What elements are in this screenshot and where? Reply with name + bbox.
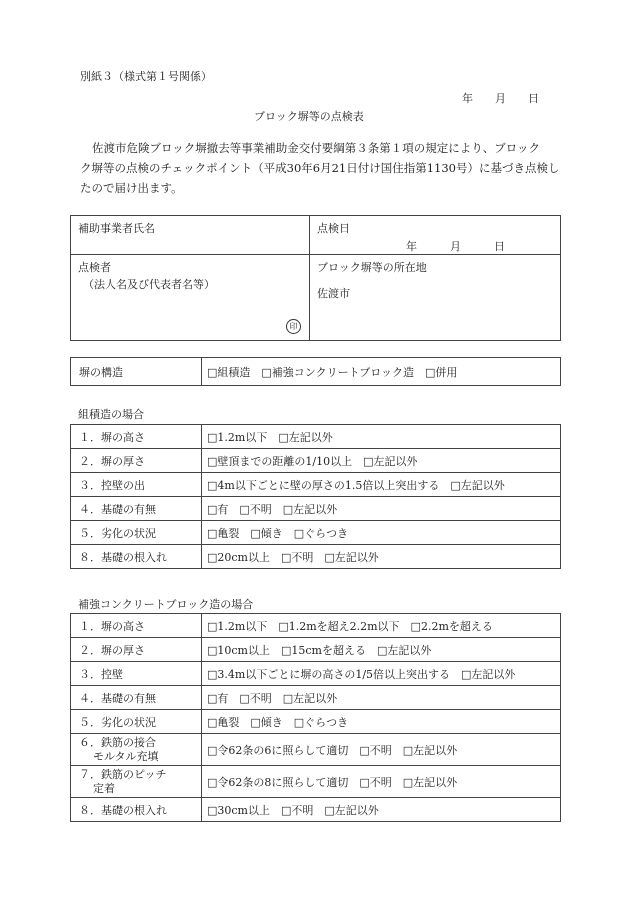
check-options[interactable]: □10cm以上 □15cmを超える □左記以外: [202, 638, 561, 662]
page-title: ブロック塀等の点検表: [254, 110, 364, 123]
item-label: ４．基礎の有無: [71, 686, 202, 710]
check-options[interactable]: □4m以下ごとに壁の厚さの1.5倍以上突出する □左記以外: [202, 473, 561, 497]
check-options[interactable]: □20cm以上 □不明 □左記以外: [202, 545, 561, 569]
item-label: １．塀の高さ: [71, 425, 202, 449]
seal-mark: 印: [286, 319, 301, 334]
table-row: [71, 521, 561, 545]
location-cell[interactable]: [310, 255, 561, 341]
check-options[interactable]: □有 □不明 □左記以外: [202, 686, 561, 710]
table-row: [71, 449, 561, 473]
inspection-date-cell[interactable]: [310, 216, 561, 255]
attachment-label: 別紙３（様式第１号関係）: [80, 70, 212, 83]
item-label: ４．基礎の有無: [71, 497, 202, 521]
table-row: [71, 638, 561, 662]
structure-options[interactable]: □組積造 □補強コンクリートブロック造 □併用: [202, 358, 561, 386]
inspection-date-label: 点検日: [317, 222, 350, 235]
table-row: [71, 545, 561, 569]
intro-line-2: ク塀等の点検のチェックポイント（平成30年6月21日付け国住指第1130号）に基づき点検し: [80, 161, 560, 175]
inspector-cell[interactable]: [71, 255, 310, 341]
concrete-heading: 補強コンクリートブロック造の場合: [78, 598, 254, 611]
item-label: １．塀の高さ: [71, 614, 202, 638]
inspection-date-value: 年 月 日: [406, 240, 505, 253]
check-options[interactable]: □1.2m以下 □1.2mを超え2.2m以下 □2.2mを超える: [202, 614, 561, 638]
table-row: [71, 425, 561, 449]
inspector-label: 点検者: [78, 261, 111, 274]
applicant-info-table: [70, 215, 561, 341]
check-options[interactable]: □3.4m以下ごとに塀の高さの1/5倍以上突出する □左記以外: [202, 662, 561, 686]
applicant-name-cell[interactable]: [71, 216, 310, 255]
item-label: ５．劣化の状況: [71, 710, 202, 734]
check-options[interactable]: □有 □不明 □左記以外: [202, 497, 561, 521]
masonry-heading: 組積造の場合: [78, 408, 144, 421]
check-options[interactable]: □亀裂 □傾き □ぐらつき: [202, 710, 561, 734]
item-label-line-1: ７．鉄筋のピッチ: [79, 767, 167, 781]
table-row: [71, 497, 561, 521]
check-options[interactable]: □亀裂 □傾き □ぐらつき: [202, 521, 561, 545]
concrete-table: [70, 613, 561, 822]
intro-line-1: 佐渡市危険ブロック塀撤去等事業補助金交付要綱第３条第１項の規定により、ブロック: [92, 141, 541, 155]
item-label-line-2: モルタル充填: [93, 749, 159, 763]
table-row: [71, 798, 561, 822]
table-row: [71, 766, 561, 798]
item-label: ５．劣化の状況: [71, 521, 202, 545]
item-label: [71, 766, 202, 798]
item-label: [71, 734, 202, 766]
structure-label: 塀の構造: [71, 358, 202, 386]
item-label: ２．塀の厚さ: [71, 449, 202, 473]
table-row: [71, 710, 561, 734]
item-label: ２．塀の厚さ: [71, 638, 202, 662]
table-row: [71, 686, 561, 710]
item-label-line-1: ６．鉄筋の接合: [79, 735, 156, 749]
check-options[interactable]: □令62条の8に照らして適切 □不明 □左記以外: [202, 766, 561, 798]
check-options[interactable]: □令62条の6に照らして適切 □不明 □左記以外: [202, 734, 561, 766]
masonry-table: [70, 424, 561, 569]
inspector-sub-label: （法人名及び代表者名等）: [83, 278, 215, 291]
applicant-name-label: 補助事業者氏名: [78, 222, 155, 235]
item-label: ３．控壁の出: [71, 473, 202, 497]
date-line: 年 月 日: [462, 92, 539, 105]
table-row: [71, 473, 561, 497]
table-row: [71, 662, 561, 686]
item-label: ８．基礎の根入れ: [71, 545, 202, 569]
structure-table: [70, 357, 561, 386]
intro-paragraph: [80, 138, 558, 198]
table-row: [71, 614, 561, 638]
check-options[interactable]: □30cm以上 □不明 □左記以外: [202, 798, 561, 822]
location-label: ブロック塀等の所在地: [317, 261, 427, 274]
intro-line-3: たので届け出ます。: [80, 181, 183, 195]
check-options[interactable]: □壁頂までの距離の1/10以上 □左記以外: [202, 449, 561, 473]
location-value: 佐渡市: [317, 287, 350, 300]
item-label: ３．控壁: [71, 662, 202, 686]
table-row: [71, 734, 561, 766]
item-label: ８．基礎の根入れ: [71, 798, 202, 822]
check-options[interactable]: □1.2m以下 □左記以外: [202, 425, 561, 449]
item-label-line-2: 定着: [93, 781, 115, 795]
